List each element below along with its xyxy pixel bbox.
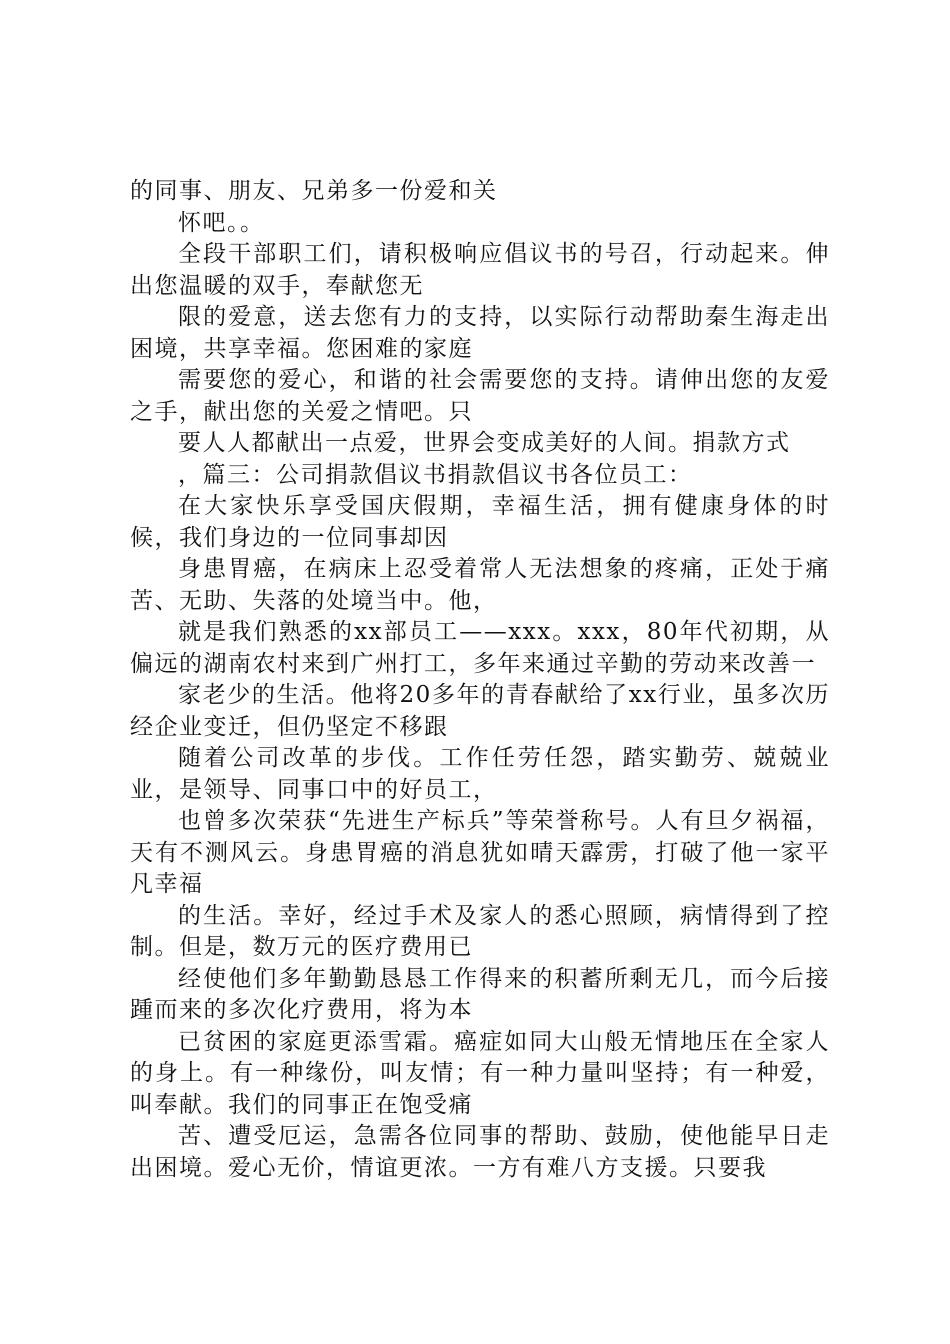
paragraph: 也曾多次荣获“先进生产标兵”等荣誉称号。人有旦夕祸福，天有不测风云。身患胃癌的消息犹如晴天霹雳，打破了他一家平凡幸福 — [130, 808, 830, 897]
paragraph: 就是我们熟悉的xx部员工——xxx。xxx，80年代初期，从偏远的湖南农村来到广州打工，多年来通过辛勤的劳动来改善一 — [130, 619, 830, 677]
paragraph: 在大家快乐享受国庆假期，幸福生活，拥有健康身体的时候，我们身边的一位同事却因 — [130, 493, 830, 551]
paragraph: 怀吧。。 — [178, 209, 265, 236]
paragraph: 的同事、朋友、兄弟多一份爱和关 — [130, 178, 498, 204]
paragraph: 需要您的爱心，和谐的社会需要您的支持。请伸出您的友爱之手，献出您的关爱之情吧。只 — [130, 367, 830, 425]
paragraph: 经使他们多年勤勤恳恳工作得来的积蓄所剩无几，而今后接踵而来的多次化疗费用，将为本 — [130, 965, 830, 1023]
paragraph: 苦、遭受厄运，急需各位同事的帮助、鼓励，使他能早日走出困境。爱心无价，情谊更浓。一方有难八方支援。只要我 — [130, 1123, 830, 1181]
paragraph: 家老少的生活。他将20多年的青春献给了xx行业，虽多次历经企业变迁，但仍坚定不移跟 — [130, 682, 830, 740]
paragraph: 限的爱意，送去您有力的支持，以实际行动帮助秦生海走出困境，共享幸福。您困难的家庭 — [130, 304, 830, 362]
paragraph: 的生活。幸好，经过手术及家人的悉心照顾，病情得到了控制。但是，数万元的医疗费用已 — [130, 902, 830, 960]
paragraph: 全段干部职工们，请积极响应倡议书的号召，行动起来。伸出您温暖的双手，奉献您无 — [130, 241, 830, 299]
paragraph: 要人人都献出一点爱，世界会变成美好的人间。捐款方式 — [178, 430, 791, 456]
paragraph: ，篇三：公司捐款倡议书捐款倡议书各位员工： — [178, 461, 693, 488]
paragraph: 身患胃癌，在病床上忍受着常人无法想象的疼痛，正处于痛苦、无助、失落的处境当中。他， — [130, 556, 830, 614]
paragraph: 随着公司改革的步伐。工作任劳任怨，踏实勤劳、兢兢业业，是领导、同事口中的好员工， — [130, 745, 830, 803]
paragraph: 已贫困的家庭更添雪霜。癌症如同大山般无情地压在全家人的身上。有一种缘份，叫友情；有一种力量叫坚持；有一种爱，叫奉献。我们的同事正在饱受痛 — [130, 1028, 830, 1118]
body-text — [130, 176, 830, 1184]
